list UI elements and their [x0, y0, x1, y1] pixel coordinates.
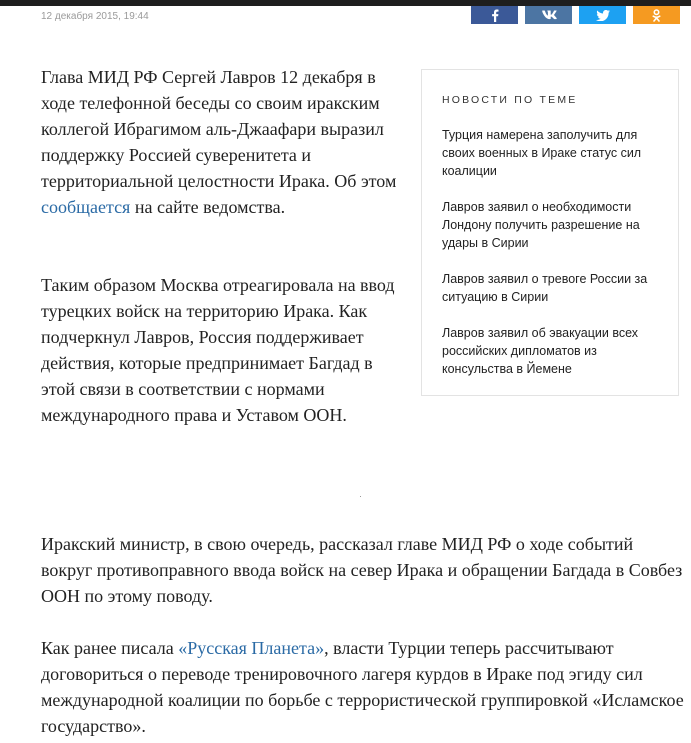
paragraph-4-head: Как ранее писала	[41, 638, 179, 658]
share-vk-button[interactable]	[525, 6, 572, 24]
russian-planet-link[interactable]: «Русская Планета»	[178, 638, 325, 658]
related-news-title: НОВОСТИ ПО ТЕМЕ	[442, 94, 578, 106]
vk-icon	[541, 10, 557, 20]
related-news-item[interactable]: Лавров заявил о тревоге России за ситуацию в Сирии	[442, 272, 648, 304]
facebook-icon	[491, 9, 499, 22]
article-paragraph-2: Таким образом Москва отреагировала на ввод турецких войск на территорию Ирака. Как подчеркнул Лавров, Россия поддерживает действия, которые предпринимает Багдад в этой связи в соответствии с нормами международного права и Уставом ООН.	[41, 275, 395, 425]
article-paragraph-3: Иракский министр, в свою очередь, рассказал главе МИД РФ о ходе событий вокруг противоправного ввода войск на север Ирака и обращении Багдада в Совбез ООН по этому поводу.	[41, 534, 683, 606]
twitter-icon	[596, 10, 610, 21]
share-twitter-button[interactable]	[579, 6, 626, 24]
related-news-item[interactable]: Турция намерена заполучить для своих военных в Ираке статус сил коалиции	[442, 128, 642, 178]
paragraph-1-text: Глава МИД РФ Сергей Лавров 12 декабря в ходе телефонной беседы со своим иракским коллегой Ибрагимом аль-Джаафари выразил поддержку Россией суверенитета и территориальной целостности Ирака. Об этом	[41, 67, 397, 191]
source-link[interactable]: сообщается	[41, 197, 131, 217]
share-facebook-button[interactable]	[471, 6, 518, 24]
related-news-list	[442, 126, 658, 378]
related-news-item[interactable]: Лавров заявил об эвакуации всех российских дипломатов из консульства в Йемене	[442, 326, 639, 376]
related-news-box	[421, 69, 679, 396]
article-paragraph-1	[41, 64, 403, 220]
related-news-item[interactable]: Лавров заявил о необходимости Лондону получить разрешение на удары в Сирии	[442, 200, 640, 250]
article-paragraph-4	[41, 635, 686, 739]
separator-dot	[360, 496, 361, 497]
paragraph-4-text: , власти Турции теперь рассчитывают договориться о переводе тренировочного лагеря курдов в Ираке под эгиду сил международной коалиции по борьбе с террористической группировкой «Исламское государство».	[41, 638, 684, 736]
article-date: 12 декабря 2015, 19:44	[41, 11, 149, 22]
paragraph-1-tail: на сайте ведомства.	[130, 197, 286, 217]
share-odnoklassniki-button[interactable]	[633, 6, 680, 24]
odnoklassniki-icon	[652, 9, 661, 22]
